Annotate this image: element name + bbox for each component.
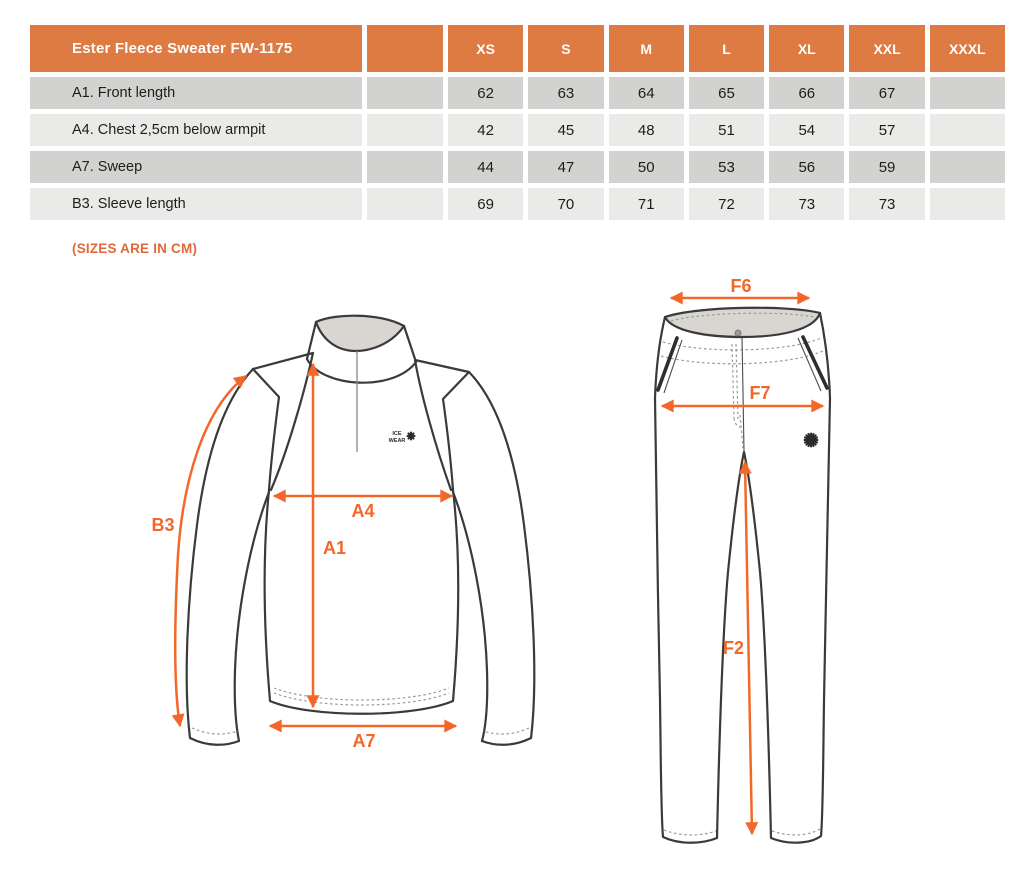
size-value-cell: 44 bbox=[448, 151, 523, 183]
measure-label-a7: A7 bbox=[352, 731, 376, 751]
row-label: A1. Front length bbox=[30, 77, 362, 109]
size-value-cell: 73 bbox=[769, 188, 844, 220]
size-value-cell: 72 bbox=[689, 188, 764, 220]
waistband bbox=[665, 308, 820, 337]
measure-label-a4: A4 bbox=[351, 501, 375, 521]
hip-snowflake-icon bbox=[805, 434, 818, 447]
size-value-cell: 71 bbox=[609, 188, 684, 220]
size-value-cell: 73 bbox=[849, 188, 924, 220]
icewear-logo bbox=[389, 431, 415, 444]
size-value-cell: 64 bbox=[609, 77, 684, 109]
table-title: Ester Fleece Sweater FW-1175 bbox=[30, 25, 362, 72]
size-value-cell: 50 bbox=[609, 151, 684, 183]
header-blank-cell bbox=[367, 25, 443, 72]
measure-arrow-f2 bbox=[745, 462, 752, 834]
size-value-cell: 47 bbox=[528, 151, 603, 183]
size-value-cell: 62 bbox=[448, 77, 523, 109]
size-value-cell: 56 bbox=[769, 151, 844, 183]
right-pocket-line bbox=[803, 337, 827, 388]
size-value-cell: 67 bbox=[849, 77, 924, 109]
size-value-cell: 57 bbox=[849, 114, 924, 146]
sweater-drawing bbox=[187, 316, 535, 745]
row-blank-cell bbox=[367, 188, 443, 220]
size-value-cell: 66 bbox=[769, 77, 844, 109]
size-value-cell bbox=[930, 188, 1005, 220]
size-value-cell bbox=[930, 77, 1005, 109]
measure-label-f6: F6 bbox=[730, 276, 752, 296]
logo-text-line1: ICE bbox=[392, 431, 402, 437]
size-value-cell: 59 bbox=[849, 151, 924, 183]
waist-button bbox=[735, 330, 741, 336]
size-header-m: M bbox=[609, 25, 684, 72]
size-value-cell: 53 bbox=[689, 151, 764, 183]
row-label: A4. Chest 2,5cm below armpit bbox=[30, 114, 362, 146]
row-label: A7. Sweep bbox=[30, 151, 362, 183]
measure-label-a1: A1 bbox=[323, 538, 347, 558]
size-header-l: L bbox=[689, 25, 764, 72]
snowflake-icon bbox=[408, 433, 415, 440]
size-header-xxxl: XXXL bbox=[930, 25, 1005, 72]
sweater-measurements bbox=[151, 364, 456, 751]
size-value-cell: 69 bbox=[448, 188, 523, 220]
size-header-xs: XS bbox=[448, 25, 523, 72]
row-blank-cell bbox=[367, 114, 443, 146]
size-value-cell: 48 bbox=[609, 114, 684, 146]
size-value-cell: 42 bbox=[448, 114, 523, 146]
size-value-cell: 70 bbox=[528, 188, 603, 220]
measure-label-f2: F2 bbox=[722, 638, 744, 658]
size-value-cell: 65 bbox=[689, 77, 764, 109]
size-value-cell: 45 bbox=[528, 114, 603, 146]
size-value-cell: 54 bbox=[769, 114, 844, 146]
sweater-diagram bbox=[130, 280, 560, 870]
row-blank-cell bbox=[367, 77, 443, 109]
pants-diagram bbox=[630, 276, 860, 870]
measure-label-b3: B3 bbox=[151, 515, 175, 535]
size-header-xl: XL bbox=[769, 25, 844, 72]
size-table bbox=[30, 25, 1005, 220]
row-label: B3. Sleeve length bbox=[30, 188, 362, 220]
row-blank-cell bbox=[367, 151, 443, 183]
size-value-cell bbox=[930, 114, 1005, 146]
sweater-body-outline bbox=[265, 490, 459, 714]
size-value-cell: 63 bbox=[528, 77, 603, 109]
sizes-unit-note: (SIZES ARE IN CM) bbox=[72, 241, 198, 256]
size-header-s: S bbox=[528, 25, 603, 72]
pants-drawing bbox=[655, 308, 830, 843]
size-header-xxl: XXL bbox=[849, 25, 924, 72]
logo-text-line2: WEAR bbox=[388, 438, 406, 444]
size-value-cell bbox=[930, 151, 1005, 183]
measure-label-f7: F7 bbox=[749, 383, 771, 403]
collar-opening bbox=[316, 316, 404, 351]
size-value-cell: 51 bbox=[689, 114, 764, 146]
